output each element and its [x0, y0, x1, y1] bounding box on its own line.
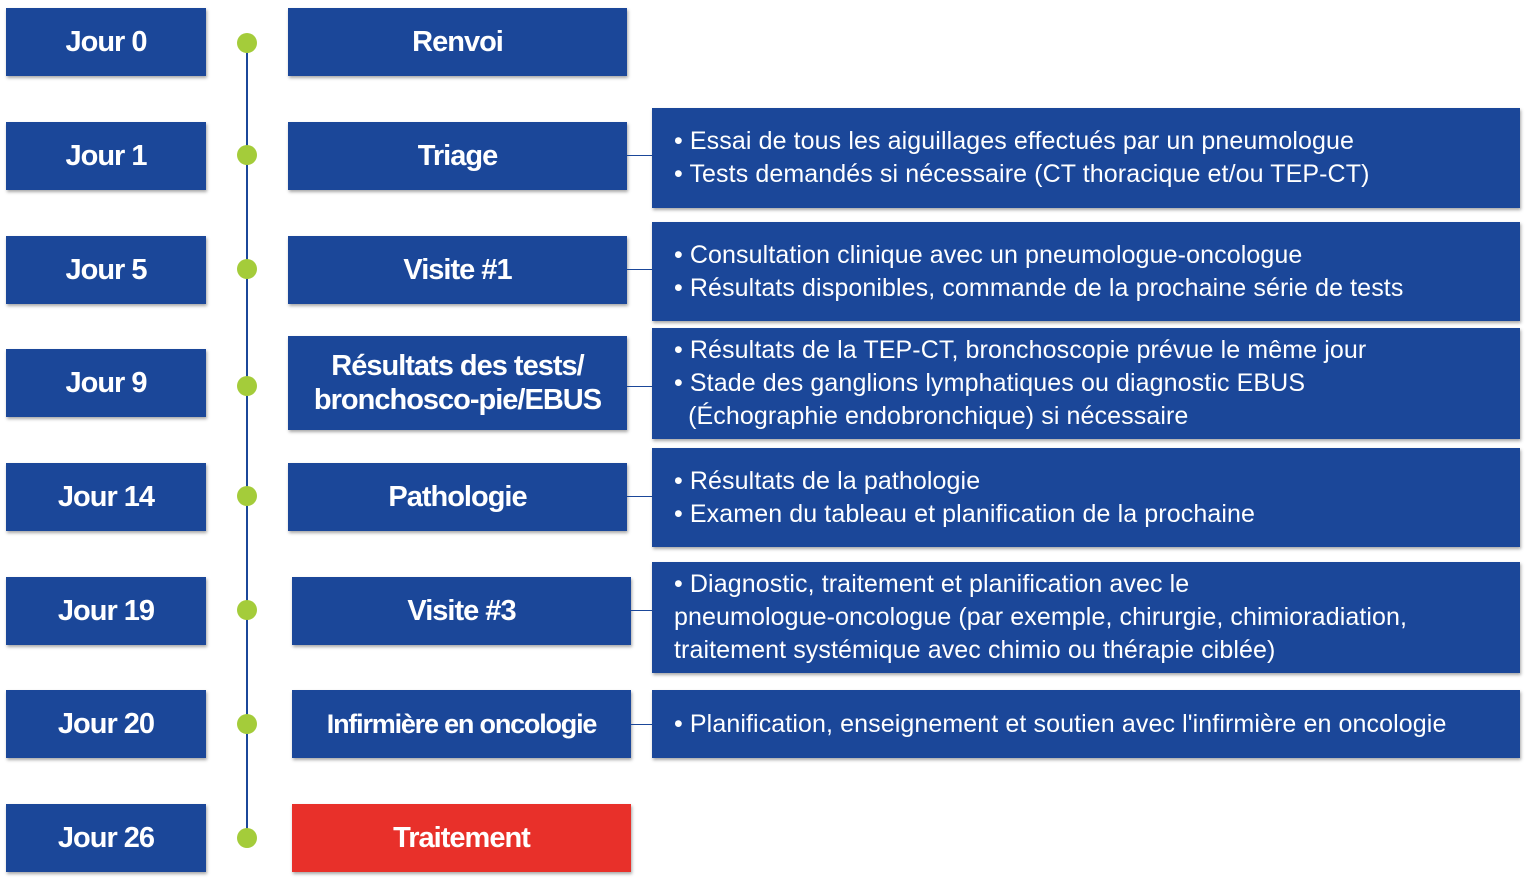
step-label-line: bronchosco-pie/EBUS [313, 384, 602, 416]
detail-box-pathology [652, 448, 1520, 547]
day-label: Jour 19 [6, 577, 206, 645]
step-visit-3: Visite #3 [292, 577, 631, 645]
step-test-results [288, 336, 627, 430]
day-label: Jour 5 [6, 236, 206, 304]
day-label: Jour 26 [6, 804, 206, 872]
timeline-dot [237, 33, 257, 53]
timeline-dot [237, 714, 257, 734]
timeline-dot [237, 376, 257, 396]
detail-box-visit-1 [652, 222, 1520, 321]
day-label: Jour 14 [6, 463, 206, 531]
day-label: Jour 9 [6, 349, 206, 417]
step-visit-1: Visite #1 [288, 236, 627, 304]
detail-text: pneumologue-oncologue (par exemple, chirurgie, chimioradiation, [674, 603, 1408, 631]
timeline-dot [237, 259, 257, 279]
step-treatment: Traitement [292, 804, 631, 872]
detail-box-oncology-nurse [652, 690, 1520, 758]
detail-bullet: (Échographie endobronchique) si nécessaire [674, 402, 1189, 430]
step-label-line: Résultats des tests/ [331, 350, 584, 382]
detail-box-triage [652, 108, 1520, 208]
detail-bullet: • Diagnostic, traitement et planification avec le [674, 570, 1190, 598]
detail-bullet: • Stade des ganglions lymphatiques ou diagnostic EBUS [674, 369, 1306, 397]
connector-line [631, 610, 652, 611]
connector-line [627, 155, 652, 156]
detail-bullet: • Consultation clinique avec un pneumologue-oncologue [674, 240, 1303, 269]
detail-box-visit-3 [652, 562, 1520, 673]
detail-text: traitement systémique avec chimio ou thérapie ciblée) [674, 636, 1276, 664]
day-label: Jour 0 [6, 8, 206, 76]
step-oncology-nurse: Infirmière en oncologie [292, 690, 631, 758]
step-triage: Triage [288, 122, 627, 190]
detail-bullet: • Planification, enseignement et soutien avec l'infirmière en oncologie [674, 709, 1447, 738]
day-label: Jour 1 [6, 122, 206, 190]
step-referral: Renvoi [288, 8, 627, 76]
day-label: Jour 20 [6, 690, 206, 758]
detail-bullet: • Résultats de la TEP-CT, bronchoscopie prévue le même jour [674, 336, 1367, 364]
detail-bullet: • Résultats de la pathologie [674, 466, 981, 495]
connector-line [627, 496, 652, 497]
step-pathology: Pathologie [288, 463, 627, 531]
timeline-dot [237, 145, 257, 165]
connector-line [631, 724, 652, 725]
connector-line [627, 386, 652, 387]
detail-bullet: • Tests demandés si nécessaire (CT thoracique et/ou TEP-CT) [674, 160, 1370, 188]
detail-bullet: • Résultats disponibles, commande de la prochaine série de tests [674, 273, 1404, 302]
connector-line [627, 269, 652, 270]
detail-box-test-results [652, 328, 1520, 439]
detail-bullet: • Examen du tableau et planification de la prochaine [674, 499, 1256, 528]
detail-bullet: • Essai de tous les aiguillages effectués par un pneumologue [674, 127, 1355, 155]
timeline-dot [237, 486, 257, 506]
timeline-dot [237, 828, 257, 848]
timeline-dot [237, 600, 257, 620]
